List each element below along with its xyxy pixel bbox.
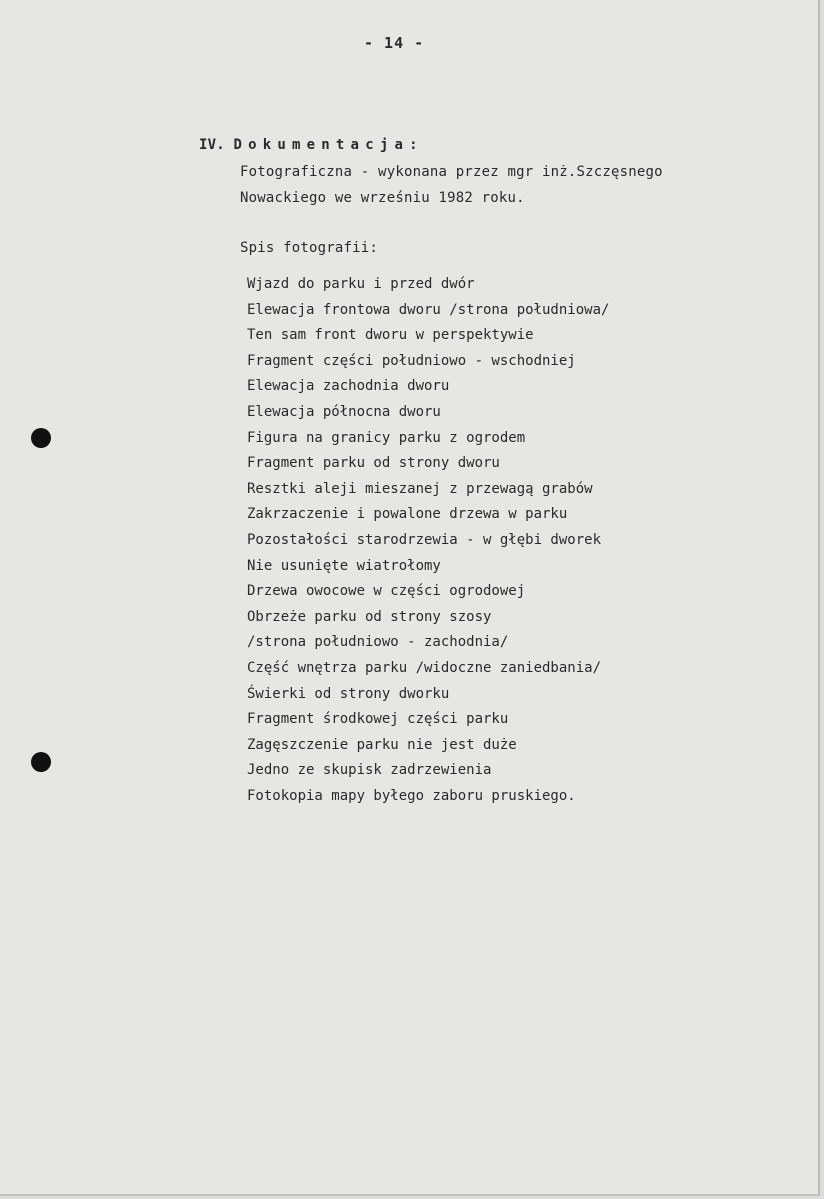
item-text: Fragment parku od strony dworu bbox=[247, 455, 500, 472]
punch-hole bbox=[31, 428, 51, 448]
item-text: Obrzeże parku od strony szosy bbox=[247, 608, 492, 625]
section-heading bbox=[199, 137, 424, 153]
item-text: Elewacja północna dworu bbox=[247, 403, 441, 420]
item-text: Pozostałości starodrzewia - w głębi dworek bbox=[247, 531, 602, 548]
list-heading: Spis fotografii: bbox=[240, 240, 379, 256]
section-title: Dokumentacja: bbox=[233, 137, 424, 153]
item-text: Resztki aleji mieszanej z przewagą grabów bbox=[247, 480, 593, 497]
item-text-continuation: /strona południowo - zachodnia/ bbox=[247, 634, 509, 651]
item-text: Ten sam front dworu w perspektywie bbox=[247, 327, 534, 344]
item-text: Wjazd do parku i przed dwór bbox=[247, 276, 475, 292]
item-text: Fragment środkowej części parku bbox=[247, 711, 509, 728]
item-text: Zagęszczenie parku nie jest duże bbox=[247, 736, 517, 753]
item-text: Elewacja frontowa dworu /strona południowa/ bbox=[247, 301, 610, 318]
item-text: Drzewa owocowe w części ogrodowej bbox=[247, 583, 526, 600]
item-text: Nie usunięte wiatrołomy bbox=[247, 557, 441, 574]
section-numeral: IV. bbox=[199, 137, 225, 153]
item-text: Figura na granicy parku z ogrodem bbox=[247, 429, 526, 446]
item-text: Część wnętrza parku /widoczne zaniedbania/ bbox=[247, 659, 602, 676]
photo-credit-line-2: Nowackiego we wrześniu 1982 roku. bbox=[240, 190, 525, 206]
punch-hole bbox=[31, 752, 51, 772]
item-text: Fotokopia mapy byłego zaboru pruskiego. bbox=[247, 787, 576, 804]
page-number: - 14 - bbox=[364, 34, 425, 52]
item-text: Elewacja zachodnia dworu bbox=[247, 378, 450, 395]
item-text: Jedno ze skupisk zadrzewienia bbox=[247, 762, 492, 779]
item-text: Świerki od strony dworku bbox=[247, 685, 450, 702]
item-text: Zakrzaczenie i powalone drzewa w parku bbox=[247, 506, 568, 523]
photo-credit-line-1: Fotograficzna - wykonana przez mgr inż.Szczęsnego bbox=[240, 164, 663, 180]
item-text: Fragment części południowo - wschodniej bbox=[247, 352, 576, 369]
